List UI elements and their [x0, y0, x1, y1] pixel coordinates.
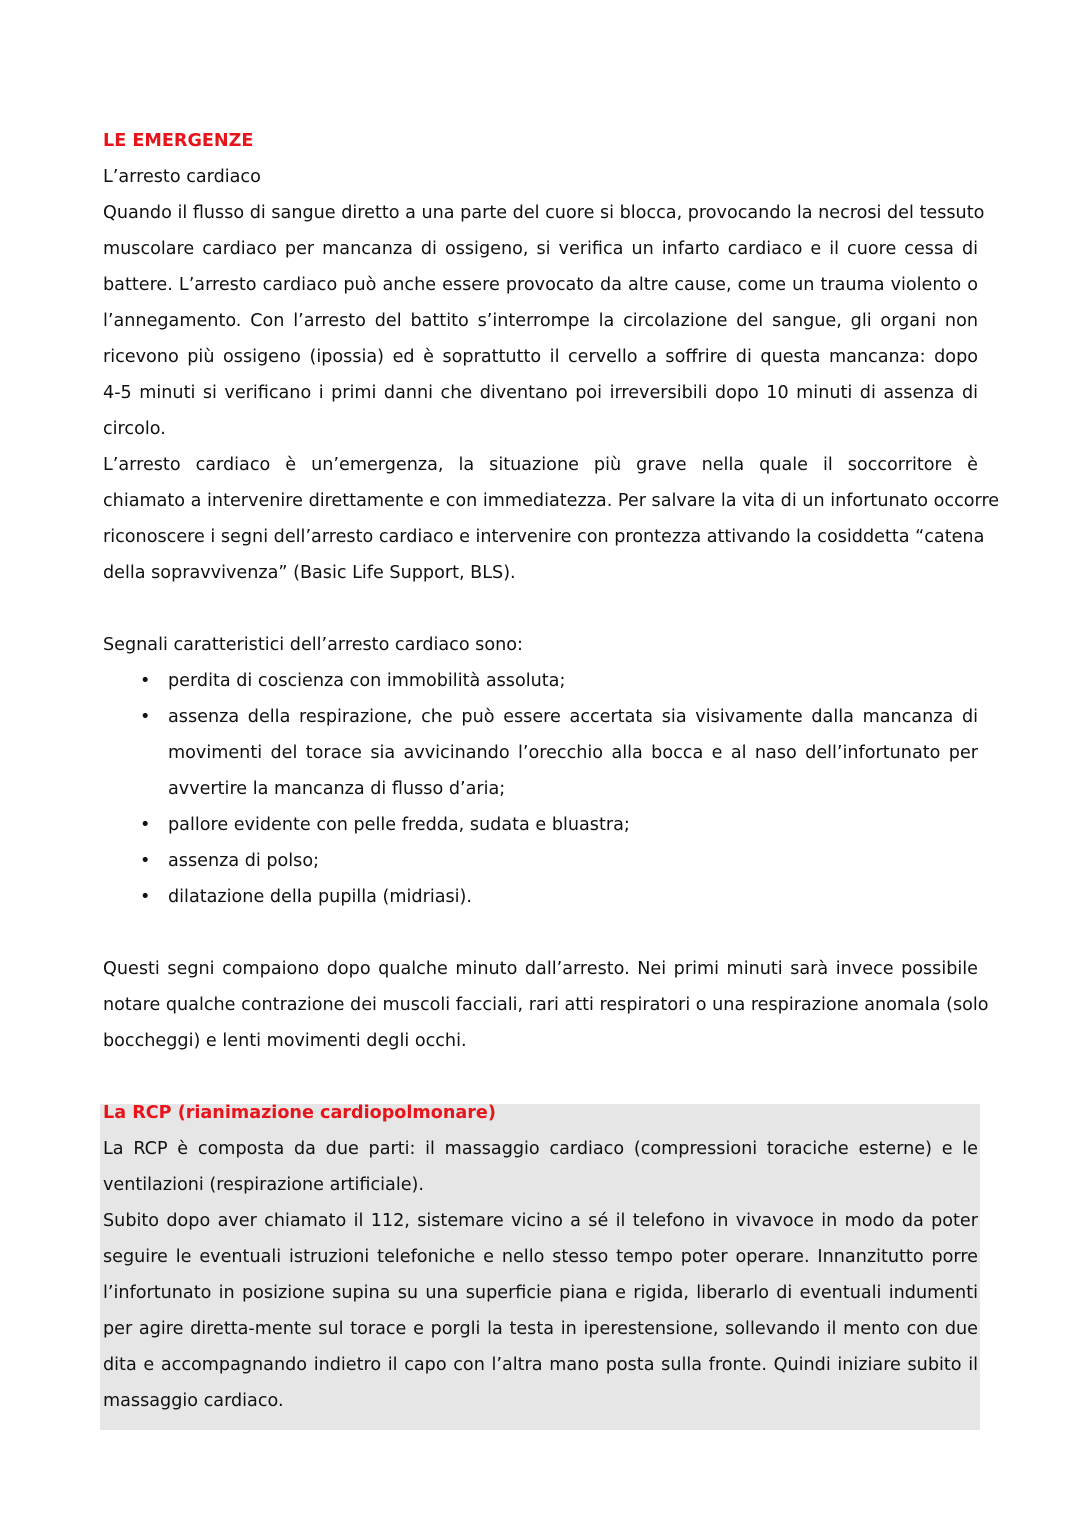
list-item-text: assenza della respirazione, che può essere accertata sia visivamente dalla mancanza di [168, 707, 978, 727]
text-line: La RCP è composta da due parti: il massaggio cardiaco (compressioni toraciche esterne) e le [103, 1139, 978, 1159]
paragraph-early-signs [103, 951, 989, 1059]
text-line: ricevono più ossigeno (ipossia) ed è soprattutto il cervello a soffrire di questa mancanza: dopo [103, 347, 978, 367]
list-item [103, 699, 978, 807]
list-item-line [103, 807, 978, 843]
list-item-text: avvertire la mancanza di flusso d’aria; [168, 779, 506, 799]
list-item-text: perdita di coscienza con immobilità assoluta; [168, 671, 566, 691]
signs-list [103, 663, 978, 915]
text-line: Questi segni compaiono dopo qualche minuto dall’arresto. Nei primi minuti sarà invece possibile [103, 959, 978, 979]
text-line: notare qualche contrazione dei muscoli facciali, rari atti respiratori o una respirazione anomala (solo [103, 995, 989, 1015]
list-item-text: assenza di polso; [168, 851, 320, 871]
text-line: Quando il flusso di sangue diretto a una parte del cuore si blocca, provocando la necrosi del tessuto [103, 203, 985, 223]
list-item-line [103, 663, 978, 699]
text-line: massaggio cardiaco. [103, 1391, 284, 1411]
text-line: chiamato a intervenire direttamente e con immediatezza. Per salvare la vita di un infortunato occorre [103, 491, 1000, 511]
text-line: circolo. [103, 419, 166, 439]
list-item [103, 879, 978, 915]
list-item [103, 663, 978, 699]
rcp-title: La RCP (rianimazione cardiopolmonare) [103, 1103, 496, 1123]
text-line: 4-5 minuti si verificano i primi danni che diventano poi irreversibili dopo 10 minuti di assenza di [103, 383, 978, 403]
text-line: dita e accompagnando indietro il capo con l’altra mano posta sulla fronte. Quindi iniziare subito il [103, 1355, 978, 1375]
bullet-icon: • [140, 707, 151, 727]
list-item [103, 807, 978, 843]
bullet-icon: • [140, 815, 151, 835]
text-line: seguire le eventuali istruzioni telefoniche e nello stesso tempo poter operare. Innanzitutto porre [103, 1247, 978, 1267]
text-line: battere. L’arresto cardiaco può anche essere provocato da altre cause, come un trauma violento o [103, 275, 978, 295]
list-item-line [103, 699, 978, 735]
document-page [103, 123, 1000, 1419]
list-item-line [103, 735, 978, 771]
text-line: l’annegamento. Con l’arresto del battito s’interrompe la circolazione del sangue, gli organi non [103, 311, 978, 331]
list-item [103, 843, 978, 879]
text-line: della sopravvivenza” (Basic Life Support, BLS). [103, 563, 516, 583]
paragraph-cardiac-arrest [103, 195, 985, 447]
paragraph-emergency [103, 447, 1000, 591]
text-line: boccheggi) e lenti movimenti degli occhi. [103, 1031, 467, 1051]
signs-intro: Segnali caratteristici dell’arresto cardiaco sono: [103, 635, 523, 655]
bullet-icon: • [140, 851, 151, 871]
list-item-text: movimenti del torace sia avvicinando l’orecchio alla bocca e al naso dell’infortunato per [168, 743, 978, 763]
text-line: L’arresto cardiaco è un’emergenza, la situazione più grave nella quale il soccorritore è [103, 455, 978, 475]
subsection-title: L’arresto cardiaco [103, 167, 261, 187]
text-line: riconoscere i segni dell’arresto cardiaco e intervenire con prontezza attivando la cosiddetta “catena [103, 527, 985, 547]
section-title: LE EMERGENZE [103, 131, 254, 151]
list-item-text: dilatazione della pupilla (midriasi). [168, 887, 472, 907]
text-line: Subito dopo aver chiamato il 112, sistemare vicino a sé il telefono in vivavoce in modo da poter [103, 1211, 978, 1231]
text-line: muscolare cardiaco per mancanza di ossigeno, si verifica un infarto cardiaco e il cuore cessa di [103, 239, 978, 259]
list-item-line [103, 879, 978, 915]
list-item-line [103, 843, 978, 879]
list-item-line [103, 771, 978, 807]
bullet-icon: • [140, 887, 151, 907]
text-line: ventilazioni (respirazione artificiale). [103, 1175, 424, 1195]
list-item-text: pallore evidente con pelle fredda, sudata e bluastra; [168, 815, 630, 835]
paragraph-rcp-procedure [103, 1203, 978, 1419]
paragraph-rcp-parts [103, 1131, 978, 1203]
text-line: per agire diretta-mente sul torace e porgli la testa in iperestensione, sollevando il mento con due [103, 1319, 978, 1339]
text-line: l’infortunato in posizione supina su una superficie piana e rigida, liberarlo di eventuali indumenti [103, 1283, 978, 1303]
bullet-icon: • [140, 671, 151, 691]
